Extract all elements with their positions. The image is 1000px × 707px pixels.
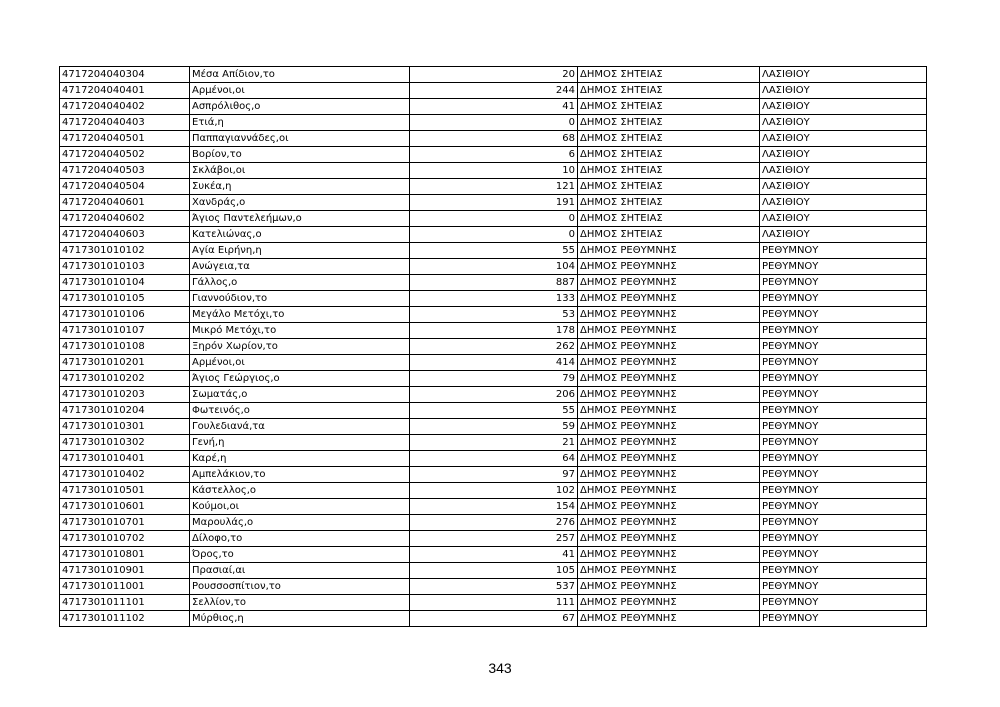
municipality-cell: ΔΗΜΟΣ ΡΕΘΥΜΝΗΣ	[578, 483, 760, 499]
settlement-code-cell: 4717204040602	[60, 211, 190, 227]
population-cell: 206	[410, 387, 578, 403]
prefecture-cell: ΛΑΣΙΘΙΟΥ	[760, 115, 927, 131]
settlement-code-cell: 4717301010107	[60, 323, 190, 339]
prefecture-cell: ΛΑΣΙΘΙΟΥ	[760, 179, 927, 195]
settlement-name-cell: Σελλίον,το	[190, 595, 410, 611]
settlement-code-cell: 4717204040304	[60, 67, 190, 83]
table-row	[60, 611, 927, 627]
population-cell: 111	[410, 595, 578, 611]
municipality-cell: ΔΗΜΟΣ ΣΗΤΕΙΑΣ	[578, 115, 760, 131]
prefecture-cell: ΛΑΣΙΘΙΟΥ	[760, 83, 927, 99]
prefecture-cell: ΡΕΘΥΜΝΟΥ	[760, 451, 927, 467]
table-row	[60, 451, 927, 467]
municipality-cell: ΔΗΜΟΣ ΡΕΘΥΜΝΗΣ	[578, 403, 760, 419]
table-row	[60, 547, 927, 563]
prefecture-cell: ΡΕΘΥΜΝΟΥ	[760, 579, 927, 595]
municipality-cell: ΔΗΜΟΣ ΡΕΘΥΜΝΗΣ	[578, 387, 760, 403]
municipality-cell: ΔΗΜΟΣ ΡΕΘΥΜΝΗΣ	[578, 467, 760, 483]
prefecture-cell: ΡΕΘΥΜΝΟΥ	[760, 259, 927, 275]
settlement-code-cell: 4717301010102	[60, 243, 190, 259]
settlement-name-cell: Μικρό Μετόχι,το	[190, 323, 410, 339]
prefecture-cell: ΡΕΘΥΜΝΟΥ	[760, 339, 927, 355]
municipality-cell: ΔΗΜΟΣ ΡΕΘΥΜΝΗΣ	[578, 243, 760, 259]
settlement-name-cell: Ασπρόλιθος,ο	[190, 99, 410, 115]
table-row	[60, 307, 927, 323]
settlement-code-cell: 4717301010108	[60, 339, 190, 355]
settlement-name-cell: Σωματάς,ο	[190, 387, 410, 403]
settlement-code-cell: 4717204040603	[60, 227, 190, 243]
table-row	[60, 99, 927, 115]
municipality-cell: ΔΗΜΟΣ ΡΕΘΥΜΝΗΣ	[578, 547, 760, 563]
population-cell: 10	[410, 163, 578, 179]
settlement-name-cell: Ανώγεια,τα	[190, 259, 410, 275]
settlement-code-cell: 4717301010204	[60, 403, 190, 419]
municipality-cell: ΔΗΜΟΣ ΣΗΤΕΙΑΣ	[578, 211, 760, 227]
settlement-name-cell: Ρουσσοσπίτιον,το	[190, 579, 410, 595]
settlement-name-cell: Φωτεινός,ο	[190, 403, 410, 419]
municipality-cell: ΔΗΜΟΣ ΡΕΘΥΜΝΗΣ	[578, 435, 760, 451]
population-cell: 257	[410, 531, 578, 547]
municipality-cell: ΔΗΜΟΣ ΣΗΤΕΙΑΣ	[578, 147, 760, 163]
prefecture-cell: ΡΕΘΥΜΝΟΥ	[760, 323, 927, 339]
population-cell: 276	[410, 515, 578, 531]
settlement-name-cell: Άγιος Γεώργιος,ο	[190, 371, 410, 387]
population-cell: 887	[410, 275, 578, 291]
table-row	[60, 355, 927, 371]
table-row	[60, 195, 927, 211]
prefecture-cell: ΡΕΘΥΜΝΟΥ	[760, 515, 927, 531]
settlement-name-cell: Βορίον,το	[190, 147, 410, 163]
municipality-cell: ΔΗΜΟΣ ΡΕΘΥΜΝΗΣ	[578, 563, 760, 579]
table-row	[60, 211, 927, 227]
settlement-name-cell: Συκέα,η	[190, 179, 410, 195]
municipality-cell: ΔΗΜΟΣ ΡΕΘΥΜΝΗΣ	[578, 259, 760, 275]
prefecture-cell: ΡΕΘΥΜΝΟΥ	[760, 371, 927, 387]
settlement-code-cell: 4717204040503	[60, 163, 190, 179]
settlement-code-cell: 4717301010103	[60, 259, 190, 275]
municipality-cell: ΔΗΜΟΣ ΡΕΘΥΜΝΗΣ	[578, 419, 760, 435]
population-cell: 59	[410, 419, 578, 435]
table-row	[60, 467, 927, 483]
settlement-name-cell: Δίλοφο,το	[190, 531, 410, 547]
settlement-name-cell: Πρασιαί,αι	[190, 563, 410, 579]
table-row	[60, 163, 927, 179]
settlement-code-cell: 4717204040403	[60, 115, 190, 131]
population-cell: 244	[410, 83, 578, 99]
prefecture-cell: ΛΑΣΙΘΙΟΥ	[760, 67, 927, 83]
population-cell: 64	[410, 451, 578, 467]
prefecture-cell: ΛΑΣΙΘΙΟΥ	[760, 163, 927, 179]
population-cell: 67	[410, 611, 578, 627]
settlement-code-cell: 4717301010202	[60, 371, 190, 387]
settlement-code-cell: 4717204040601	[60, 195, 190, 211]
settlements-table	[59, 66, 927, 627]
table-row	[60, 387, 927, 403]
prefecture-cell: ΛΑΣΙΘΙΟΥ	[760, 227, 927, 243]
prefecture-cell: ΛΑΣΙΘΙΟΥ	[760, 99, 927, 115]
population-cell: 104	[410, 259, 578, 275]
prefecture-cell: ΡΕΘΥΜΝΟΥ	[760, 419, 927, 435]
settlement-code-cell: 4717301010105	[60, 291, 190, 307]
page-number: 343	[488, 660, 512, 676]
municipality-cell: ΔΗΜΟΣ ΡΕΘΥΜΝΗΣ	[578, 499, 760, 515]
settlement-name-cell: Αγία Ειρήνη,η	[190, 243, 410, 259]
settlement-name-cell: Μέσα Απίδιον,το	[190, 67, 410, 83]
settlement-name-cell: Μύρθιος,η	[190, 611, 410, 627]
prefecture-cell: ΡΕΘΥΜΝΟΥ	[760, 243, 927, 259]
table-row	[60, 419, 927, 435]
municipality-cell: ΔΗΜΟΣ ΡΕΘΥΜΝΗΣ	[578, 515, 760, 531]
prefecture-cell: ΛΑΣΙΘΙΟΥ	[760, 195, 927, 211]
population-cell: 133	[410, 291, 578, 307]
municipality-cell: ΔΗΜΟΣ ΣΗΤΕΙΑΣ	[578, 99, 760, 115]
table-row	[60, 115, 927, 131]
settlement-name-cell: Αμπελάκιον,το	[190, 467, 410, 483]
settlement-code-cell: 4717204040501	[60, 131, 190, 147]
settlement-code-cell: 4717301010201	[60, 355, 190, 371]
table-row	[60, 323, 927, 339]
municipality-cell: ΔΗΜΟΣ ΡΕΘΥΜΝΗΣ	[578, 275, 760, 291]
settlement-name-cell: Όρος,το	[190, 547, 410, 563]
settlement-code-cell: 4717301011102	[60, 611, 190, 627]
settlement-name-cell: Αρμένοι,οι	[190, 83, 410, 99]
table-row	[60, 403, 927, 419]
settlement-name-cell: Γενή,η	[190, 435, 410, 451]
prefecture-cell: ΡΕΘΥΜΝΟΥ	[760, 403, 927, 419]
population-cell: 102	[410, 483, 578, 499]
population-cell: 53	[410, 307, 578, 323]
prefecture-cell: ΡΕΘΥΜΝΟΥ	[760, 467, 927, 483]
settlement-code-cell: 4717204040402	[60, 99, 190, 115]
prefecture-cell: ΡΕΘΥΜΝΟΥ	[760, 563, 927, 579]
population-cell: 79	[410, 371, 578, 387]
municipality-cell: ΔΗΜΟΣ ΣΗΤΕΙΑΣ	[578, 195, 760, 211]
settlement-name-cell: Καρέ,η	[190, 451, 410, 467]
population-cell: 97	[410, 467, 578, 483]
municipality-cell: ΔΗΜΟΣ ΣΗΤΕΙΑΣ	[578, 227, 760, 243]
settlement-code-cell: 4717301010401	[60, 451, 190, 467]
population-cell: 55	[410, 403, 578, 419]
municipality-cell: ΔΗΜΟΣ ΡΕΘΥΜΝΗΣ	[578, 323, 760, 339]
settlement-name-cell: Χανδράς,ο	[190, 195, 410, 211]
population-cell: 21	[410, 435, 578, 451]
prefecture-cell: ΡΕΘΥΜΝΟΥ	[760, 307, 927, 323]
settlement-code-cell: 4717301010501	[60, 483, 190, 499]
prefecture-cell: ΡΕΘΥΜΝΟΥ	[760, 291, 927, 307]
table-row	[60, 435, 927, 451]
settlement-code-cell: 4717204040502	[60, 147, 190, 163]
table-row	[60, 595, 927, 611]
settlement-code-cell: 4717301010901	[60, 563, 190, 579]
settlement-name-cell: Ετιά,η	[190, 115, 410, 131]
prefecture-cell: ΡΕΘΥΜΝΟΥ	[760, 435, 927, 451]
municipality-cell: ΔΗΜΟΣ ΡΕΘΥΜΝΗΣ	[578, 595, 760, 611]
prefecture-cell: ΡΕΘΥΜΝΟΥ	[760, 387, 927, 403]
municipality-cell: ΔΗΜΟΣ ΣΗΤΕΙΑΣ	[578, 83, 760, 99]
municipality-cell: ΔΗΜΟΣ ΡΕΘΥΜΝΗΣ	[578, 371, 760, 387]
settlement-code-cell: 4717301011101	[60, 595, 190, 611]
settlement-name-cell: Γάλλος,ο	[190, 275, 410, 291]
population-cell: 0	[410, 115, 578, 131]
settlement-code-cell: 4717204040504	[60, 179, 190, 195]
table-row	[60, 131, 927, 147]
municipality-cell: ΔΗΜΟΣ ΣΗΤΕΙΑΣ	[578, 163, 760, 179]
table-row	[60, 579, 927, 595]
prefecture-cell: ΡΕΘΥΜΝΟΥ	[760, 275, 927, 291]
population-cell: 41	[410, 99, 578, 115]
prefecture-cell: ΡΕΘΥΜΝΟΥ	[760, 611, 927, 627]
population-cell: 105	[410, 563, 578, 579]
population-cell: 0	[410, 227, 578, 243]
population-cell: 154	[410, 499, 578, 515]
prefecture-cell: ΡΕΘΥΜΝΟΥ	[760, 595, 927, 611]
population-cell: 41	[410, 547, 578, 563]
municipality-cell: ΔΗΜΟΣ ΡΕΘΥΜΝΗΣ	[578, 291, 760, 307]
prefecture-cell: ΡΕΘΥΜΝΟΥ	[760, 499, 927, 515]
settlement-code-cell: 4717301010203	[60, 387, 190, 403]
municipality-cell: ΔΗΜΟΣ ΡΕΘΥΜΝΗΣ	[578, 579, 760, 595]
prefecture-cell: ΡΕΘΥΜΝΟΥ	[760, 547, 927, 563]
population-cell: 55	[410, 243, 578, 259]
table-body	[60, 67, 927, 627]
municipality-cell: ΔΗΜΟΣ ΡΕΘΥΜΝΗΣ	[578, 355, 760, 371]
settlement-name-cell: Γιαννούδιον,το	[190, 291, 410, 307]
settlement-code-cell: 4717301010701	[60, 515, 190, 531]
settlement-name-cell: Ξηρόν Χωρίον,το	[190, 339, 410, 355]
table-row	[60, 179, 927, 195]
settlement-code-cell: 4717301010702	[60, 531, 190, 547]
prefecture-cell: ΛΑΣΙΘΙΟΥ	[760, 147, 927, 163]
population-cell: 414	[410, 355, 578, 371]
settlement-code-cell: 4717301010301	[60, 419, 190, 435]
population-cell: 121	[410, 179, 578, 195]
prefecture-cell: ΡΕΘΥΜΝΟΥ	[760, 483, 927, 499]
prefecture-cell: ΛΑΣΙΘΙΟΥ	[760, 131, 927, 147]
settlement-name-cell: Κατελιώνας,ο	[190, 227, 410, 243]
table-row	[60, 275, 927, 291]
table-row	[60, 67, 927, 83]
settlement-code-cell: 4717301010402	[60, 467, 190, 483]
settlement-name-cell: Μεγάλο Μετόχι,το	[190, 307, 410, 323]
settlement-code-cell: 4717301010104	[60, 275, 190, 291]
municipality-cell: ΔΗΜΟΣ ΣΗΤΕΙΑΣ	[578, 131, 760, 147]
municipality-cell: ΔΗΜΟΣ ΡΕΘΥΜΝΗΣ	[578, 339, 760, 355]
table-row	[60, 531, 927, 547]
settlement-code-cell: 4717301010601	[60, 499, 190, 515]
table-row	[60, 339, 927, 355]
settlement-code-cell: 4717301010801	[60, 547, 190, 563]
settlement-code-cell: 4717301010106	[60, 307, 190, 323]
municipality-cell: ΔΗΜΟΣ ΡΕΘΥΜΝΗΣ	[578, 307, 760, 323]
population-cell: 20	[410, 67, 578, 83]
population-cell: 262	[410, 339, 578, 355]
population-cell: 191	[410, 195, 578, 211]
settlement-name-cell: Παππαγιαννάδες,οι	[190, 131, 410, 147]
settlement-name-cell: Μαρουλάς,ο	[190, 515, 410, 531]
table-row	[60, 515, 927, 531]
table-row	[60, 563, 927, 579]
prefecture-cell: ΡΕΘΥΜΝΟΥ	[760, 355, 927, 371]
table-row	[60, 371, 927, 387]
settlement-name-cell: Γουλεδιανά,τα	[190, 419, 410, 435]
table-row	[60, 227, 927, 243]
settlement-code-cell: 4717204040401	[60, 83, 190, 99]
table-row	[60, 83, 927, 99]
municipality-cell: ΔΗΜΟΣ ΣΗΤΕΙΑΣ	[578, 67, 760, 83]
population-cell: 6	[410, 147, 578, 163]
population-cell: 537	[410, 579, 578, 595]
table-row	[60, 291, 927, 307]
municipality-cell: ΔΗΜΟΣ ΣΗΤΕΙΑΣ	[578, 179, 760, 195]
settlement-name-cell: Σκλάβοι,οι	[190, 163, 410, 179]
population-cell: 178	[410, 323, 578, 339]
table-row	[60, 499, 927, 515]
settlement-name-cell: Κάστελλος,ο	[190, 483, 410, 499]
table-row	[60, 259, 927, 275]
prefecture-cell: ΛΑΣΙΘΙΟΥ	[760, 211, 927, 227]
table-row	[60, 243, 927, 259]
settlement-code-cell: 4717301010302	[60, 435, 190, 451]
settlement-name-cell: Αρμένοι,οι	[190, 355, 410, 371]
municipality-cell: ΔΗΜΟΣ ΡΕΘΥΜΝΗΣ	[578, 531, 760, 547]
population-cell: 0	[410, 211, 578, 227]
municipality-cell: ΔΗΜΟΣ ΡΕΘΥΜΝΗΣ	[578, 451, 760, 467]
municipality-cell: ΔΗΜΟΣ ΡΕΘΥΜΝΗΣ	[578, 611, 760, 627]
table-row	[60, 147, 927, 163]
settlement-name-cell: Κούμοι,οι	[190, 499, 410, 515]
settlement-code-cell: 4717301011001	[60, 579, 190, 595]
population-cell: 68	[410, 131, 578, 147]
table-row	[60, 483, 927, 499]
prefecture-cell: ΡΕΘΥΜΝΟΥ	[760, 531, 927, 547]
settlement-name-cell: Άγιος Παντελεήμων,ο	[190, 211, 410, 227]
